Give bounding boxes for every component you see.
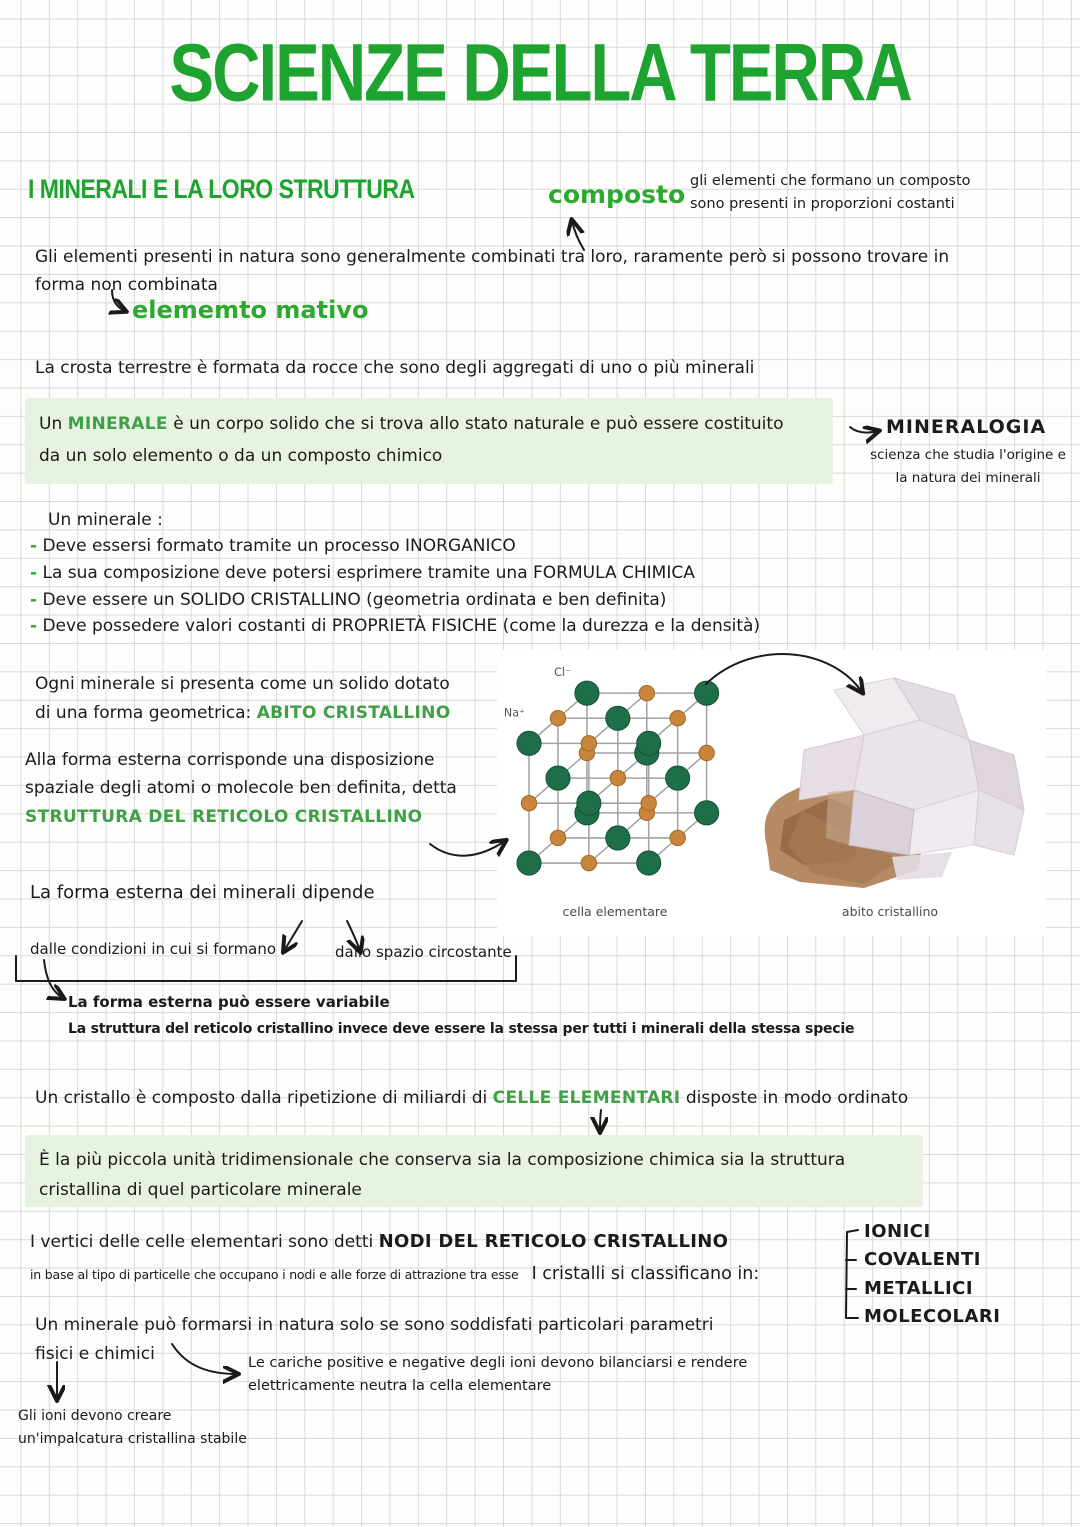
composto-note: [690, 170, 971, 216]
classification-item-ionici: IONICI: [864, 1221, 931, 1242]
cristallo-line: [35, 1084, 908, 1112]
mineralogia-desc: [858, 444, 1078, 490]
mineralogia-term: MINERALOGIA: [886, 416, 1047, 438]
abito-line1: Ogni minerale si presenta come un solido dotato: [35, 674, 450, 694]
minerale-definition-line2: da un solo elemento o da un composto chimico: [39, 446, 443, 466]
requisito-text-3: Deve essere un SOLIDO CRISTALLINO (geometria ordinata e ben definita): [42, 590, 667, 610]
cl-label: Cl⁻: [554, 665, 571, 679]
minerale-term: MINERALE: [67, 414, 168, 434]
cella-definition-highlight: [25, 1135, 923, 1207]
classify-line: [30, 1260, 759, 1288]
nota-sinistra-line2: un'impalcatura cristallina stabile: [18, 1431, 247, 1447]
reticolo-line2: spaziale degli atomi o molecole ben definita, detta: [25, 778, 457, 798]
caption-abito-cristallino: abito cristallino: [841, 904, 939, 919]
mineralogia-desc-line1: scienza che studia l'origine e: [870, 447, 1066, 463]
dipende-left: dalle condizioni in cui si formano: [30, 940, 277, 958]
minerale-definition-line1: [39, 408, 819, 440]
cristallo-post: disposte in modo ordinato: [680, 1088, 909, 1108]
requisiti-heading: Un minerale :: [48, 510, 163, 530]
classification-bracket: [846, 1230, 858, 1318]
nodi-sub: in base al tipo di particelle che occupano i nodi e alle forze di attrazione tra esse: [30, 1267, 519, 1282]
arrow-formazione-curve: [172, 1344, 237, 1374]
minerale-def-pre: Un: [39, 414, 68, 434]
classify-label: I cristalli si classificano in:: [531, 1264, 760, 1284]
celle-elementari-term: CELLE ELEMENTARI: [492, 1088, 681, 1108]
nota-destra-line2: elettricamente neutra la cella elementare: [248, 1378, 552, 1394]
nota-sinistra-line1: Gli ioni devono creare: [18, 1408, 172, 1424]
section-title: I MINERALI E LA LORO STRUTTURA: [28, 174, 415, 204]
arrow-to-mineralogia: [850, 427, 878, 433]
dipende-var2: La struttura del reticolo cristallino invece deve essere la stessa per tutti i minerali della stessa specie: [68, 1021, 855, 1037]
composto-note-line1: gli elementi che formano un composto: [690, 173, 971, 189]
caption-cella-elementare: cella elementare: [562, 904, 668, 919]
elemento-nativo-label: elememto mativo: [132, 296, 369, 324]
page-title: SCIENZE DELLA TERRA: [169, 27, 911, 119]
bullet-dash: -: [30, 616, 38, 636]
cristallo-pre: Un cristallo è composto dalla ripetizione di miliardi di: [35, 1088, 493, 1108]
composto-note-line2: sono presenti in proporzioni costanti: [690, 196, 955, 212]
formazione-nota-sinistra: [18, 1405, 247, 1451]
requisito-text-2: La sua composizione deve potersi esprimere tramite una FORMULA CHIMICA: [42, 563, 695, 583]
requisito-item: [30, 586, 666, 614]
nodi-pre: I vertici delle celle elementari sono detti: [30, 1232, 379, 1252]
classification-item-molecolari: MOLECOLARI: [864, 1306, 1001, 1328]
abito-term: ABITO CRISTALLINO: [256, 703, 451, 723]
hook-forma-variabile: [44, 960, 63, 998]
cella-def-line1: È la più piccola unità tridimensionale che conserva sia la composizione chimica sia la struttura: [39, 1150, 846, 1170]
requisito-text-1: Deve essersi formato tramite un processo INORGANICO: [42, 536, 516, 556]
arrow-celle-down: [600, 1110, 601, 1131]
arrow-to-lattice: [430, 841, 505, 856]
requisito-item: [30, 559, 695, 587]
intro-line1: Gli elementi presenti in natura sono generalmente combinati tra loro, raramente però si possono trovare in: [35, 247, 950, 267]
abito-line2-pre: di una forma geometrica:: [35, 703, 257, 723]
dipende-right: dallo spazio circostante: [335, 943, 512, 961]
nodi-line: [30, 1228, 728, 1256]
mineralogia-desc-line2: la natura dei minerali: [895, 470, 1041, 486]
minerale-def-post: è un corpo solido che si trova allo stato naturale e può essere costituito: [167, 414, 784, 434]
na-label: Na⁺: [503, 706, 525, 720]
dipende-var1: La forma esterna può essere variabile: [68, 993, 390, 1011]
formazione-nota-destra: [248, 1352, 747, 1398]
arrow-dipende-left: [284, 921, 302, 951]
formazione-line2: fisici e chimici: [35, 1344, 155, 1364]
halite-crystal-photo: [742, 662, 1042, 902]
bullet-dash: -: [30, 536, 38, 556]
classification-list: [864, 1218, 1000, 1332]
cella-def-line2: cristallina di quel particolare minerale: [39, 1180, 362, 1200]
classification-item-metallici: METALLICI: [864, 1277, 974, 1299]
bullet-dash: -: [30, 590, 38, 610]
abito-line2: [35, 699, 450, 727]
minerale-definition-highlight: [25, 398, 833, 484]
nota-destra-line1: Le cariche positive e negative degli ioni devono bilanciarsi e rendere: [248, 1355, 748, 1371]
composto-term: composto: [548, 180, 686, 209]
reticolo-term: STRUTTURA DEL RETICOLO CRISTALLINO: [25, 807, 423, 827]
dipende-line: La forma esterna dei minerali dipende: [30, 882, 375, 903]
requisito-item: [30, 612, 760, 640]
requisito-item: [30, 532, 516, 560]
requisito-text-4: Deve possedere valori costanti di PROPRIETÀ FISICHE (come la durezza e la densità): [42, 616, 761, 636]
intro-line2: forma non combinata: [35, 275, 218, 295]
formazione-line1: Un minerale può formarsi in natura solo se sono soddisfati particolari parametri: [35, 1315, 714, 1335]
reticolo-line1: Alla forma esterna corrisponde una disposizione: [25, 750, 435, 770]
nacl-lattice-figure: [502, 660, 724, 902]
crosta-line: La crosta terrestre è formata da rocce che sono degli aggregati di uno o più minerali: [35, 358, 755, 378]
nodi-term: NODI DEL RETICOLO CRISTALLINO: [378, 1231, 729, 1252]
bullet-dash: -: [30, 563, 38, 583]
classification-item-covalenti: COVALENTI: [864, 1249, 981, 1271]
